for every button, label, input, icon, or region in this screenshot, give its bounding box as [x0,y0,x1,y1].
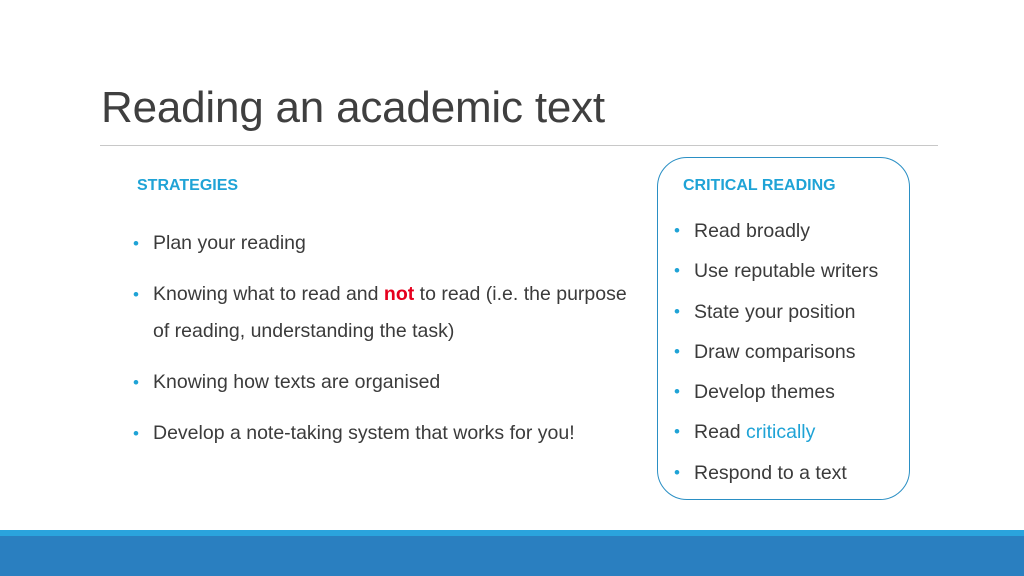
bullet-icon: • [133,373,139,392]
bullet-icon: • [674,301,680,321]
list-item-text-start: Read [694,421,747,444]
list-item [133,415,633,452]
slide-title: Reading an academic text [101,83,605,132]
list-item-text-start: Knowing what to read and [153,283,384,305]
strategies-heading: STRATEGIES [137,177,239,194]
list-item [674,256,914,286]
title-divider [100,145,938,146]
list-item-text: Knowing how texts are organised [153,371,441,393]
list-item [674,297,914,327]
list-item [674,337,914,367]
list-item [674,216,914,246]
bullet-icon: • [133,285,139,304]
bullet-icon: • [674,221,680,240]
bullet-icon: • [674,422,680,442]
list-item-text: Plan your reading [153,232,306,254]
bullet-icon: • [674,382,680,402]
critical-reading-list [674,216,914,498]
critical-reading-heading: CRITICAL READING [683,177,836,194]
list-item-text: Draw comparisons [694,340,856,363]
bullet-icon: • [674,261,680,281]
list-item-text-end: to read (i.e. the purpose of reading, understanding the task) [153,283,627,342]
strategies-list [133,225,633,466]
list-item-text: Read broadly [694,220,810,242]
emphasis-not: not [383,283,415,305]
list-item-text: Develop themes [694,381,835,404]
list-item [133,364,633,401]
list-item [674,417,914,447]
list-item-text: Develop a note-taking system that works for you! [153,422,575,444]
list-item [133,276,633,350]
footer-bar [0,536,1024,576]
list-item [133,225,633,262]
list-item-text: Use reputable writers [694,260,879,283]
list-item-text: State your position [694,300,856,323]
bullet-icon: • [133,234,139,253]
bullet-icon: • [674,341,680,361]
list-item-text: Respond to a text [694,461,847,484]
list-item [674,458,914,488]
emphasis-critically: critically [746,421,816,444]
bullet-icon: • [133,424,139,443]
bullet-icon: • [674,462,680,482]
list-item [674,377,914,407]
